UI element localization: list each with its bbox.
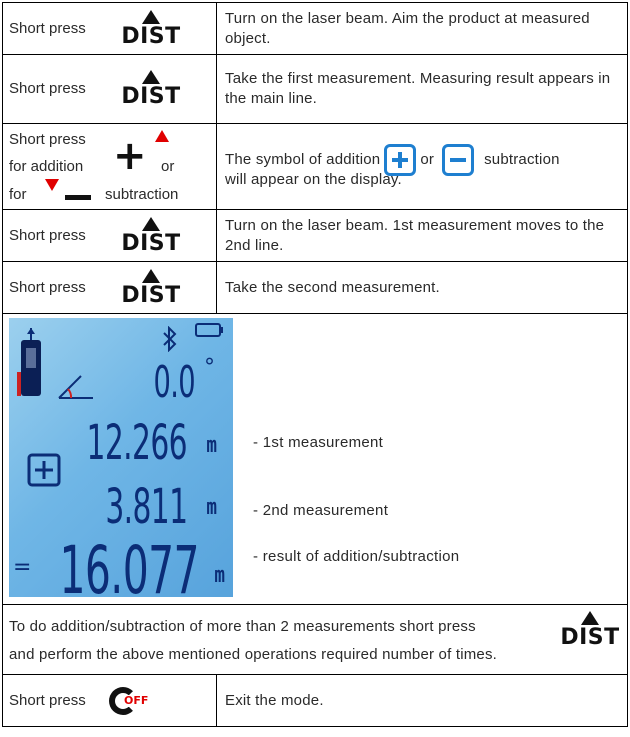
dist-button-icon bbox=[559, 611, 621, 649]
step-description: Take the first measurement. Measuring result appears in the main line. bbox=[225, 70, 611, 107]
step-action-cell bbox=[3, 3, 217, 55]
second-measurement-description: - 2nd measurement bbox=[253, 502, 389, 519]
unit-label: m bbox=[206, 495, 217, 520]
lcd-display bbox=[9, 318, 233, 597]
step-action-cell bbox=[3, 675, 217, 727]
angle-icon bbox=[57, 372, 97, 402]
step-description-cell bbox=[217, 3, 628, 55]
dist-button-label: DIST bbox=[121, 283, 181, 308]
table-row bbox=[3, 3, 628, 55]
subtraction-symbol-icon bbox=[442, 144, 474, 176]
table-row bbox=[3, 314, 628, 605]
step-description-cell bbox=[217, 124, 628, 210]
or-label: or bbox=[161, 158, 175, 175]
step-description: Turn on the laser beam. 1st measurement moves to the 2nd line. bbox=[225, 216, 605, 254]
dist-button-icon bbox=[120, 269, 182, 307]
plus-box-icon bbox=[27, 453, 61, 487]
instruction-table bbox=[2, 2, 628, 727]
second-measurement-value: 3.811 bbox=[104, 479, 187, 535]
dist-button-label: DIST bbox=[121, 231, 181, 256]
short-press-label: Short press bbox=[9, 226, 86, 244]
first-measurement-value: 12.266 bbox=[86, 415, 187, 471]
step-description-line2: will appear on the display. bbox=[225, 170, 402, 188]
step-description-cell bbox=[217, 675, 628, 727]
short-press-label: Short press bbox=[9, 278, 86, 296]
short-press-label: Short press bbox=[9, 131, 86, 148]
off-button-label: OFF bbox=[124, 694, 149, 707]
step-description-cell bbox=[217, 55, 628, 124]
subtraction-label: subtraction bbox=[105, 186, 179, 203]
short-press-label: Short press bbox=[9, 691, 86, 709]
plus-key-icon: + bbox=[113, 133, 147, 179]
note-cell bbox=[3, 605, 628, 675]
step-action-cell bbox=[3, 55, 217, 124]
step-description-cell bbox=[217, 262, 628, 314]
step-description: The symbol of addition or subtraction bbox=[225, 144, 621, 176]
red-up-arrow-icon bbox=[155, 130, 169, 142]
table-row bbox=[3, 55, 628, 124]
step-action-cell bbox=[3, 262, 217, 314]
step-action-cell bbox=[3, 124, 217, 210]
for-label: for bbox=[9, 186, 27, 203]
dist-button-label: DIST bbox=[121, 24, 181, 49]
first-measurement-description: - 1st measurement bbox=[253, 434, 384, 451]
step-description: Turn on the laser beam. Aim the product at measured object. bbox=[225, 9, 590, 47]
addition-symbol-icon bbox=[384, 144, 416, 176]
dist-button-label: DIST bbox=[121, 84, 181, 109]
angle-value: 0.0 bbox=[153, 357, 195, 408]
step-description-cell bbox=[217, 210, 628, 262]
device-icon bbox=[17, 328, 45, 400]
table-row bbox=[3, 124, 628, 210]
dist-button-icon bbox=[120, 10, 182, 48]
battery-icon bbox=[195, 322, 225, 338]
table-row bbox=[3, 262, 628, 314]
result-description: - result of addition/subtraction bbox=[253, 548, 460, 565]
bluetooth-icon bbox=[161, 326, 179, 352]
table-row bbox=[3, 210, 628, 262]
unit-label: m bbox=[214, 563, 225, 588]
for-addition-label: for addition bbox=[9, 158, 84, 175]
note-line-1: To do addition/subtraction of more than 2 measurements short press bbox=[9, 618, 476, 635]
table-row bbox=[3, 675, 628, 727]
step-description: Take the second measurement. bbox=[225, 278, 440, 296]
step-action-cell bbox=[3, 210, 217, 262]
red-down-arrow-icon bbox=[45, 179, 59, 191]
dist-button-icon bbox=[120, 217, 182, 255]
short-press-label: Short press bbox=[9, 19, 86, 37]
degree-symbol: ° bbox=[204, 355, 215, 380]
table-row bbox=[3, 605, 628, 675]
lcd-illustration-cell bbox=[3, 314, 628, 605]
short-press-label: Short press bbox=[9, 80, 86, 97]
equals-sign: = bbox=[13, 555, 32, 580]
note-line-2: and perform the above mentioned operations required number of times. bbox=[9, 646, 498, 663]
dist-button-icon bbox=[120, 70, 182, 108]
step-description: Exit the mode. bbox=[225, 691, 324, 709]
minus-key-icon bbox=[65, 195, 91, 200]
off-button-icon bbox=[109, 687, 153, 715]
result-value: 16.077 bbox=[59, 532, 199, 597]
dist-button-label: DIST bbox=[560, 625, 620, 650]
unit-label: m bbox=[206, 433, 217, 458]
